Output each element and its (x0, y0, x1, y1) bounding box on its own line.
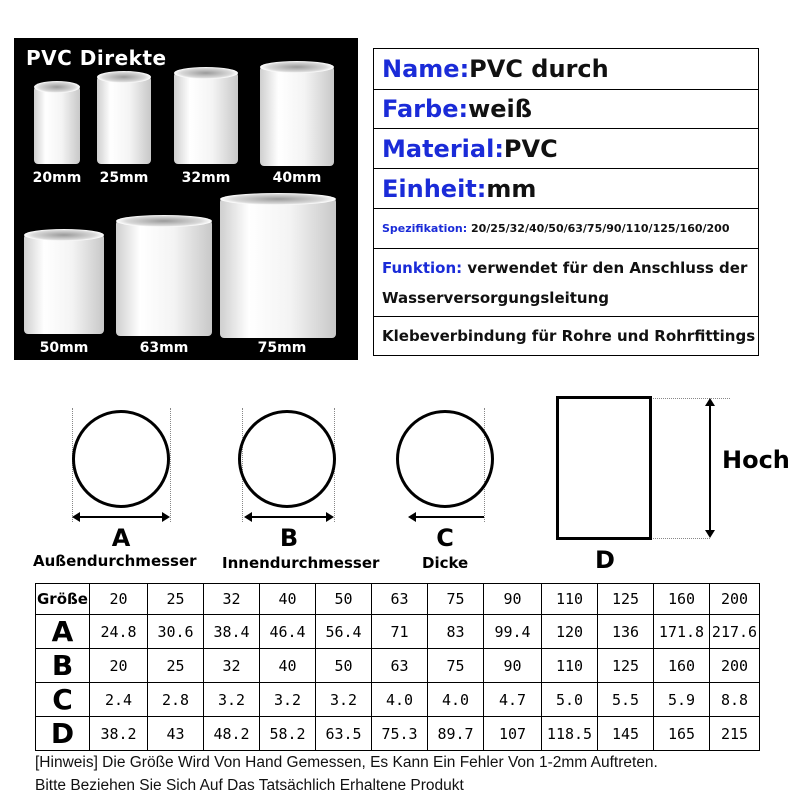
table-cell: 40 (260, 584, 316, 615)
size-table (35, 583, 760, 751)
diagram-letter-d: D (595, 546, 615, 574)
table-cell: 118.5 (542, 717, 598, 751)
table-cell: 110 (542, 649, 598, 683)
table-cell: 25 (148, 649, 204, 683)
spec-key: Einheit: (382, 174, 487, 203)
thickness-circle (396, 410, 494, 508)
table-cell: 20 (90, 649, 148, 683)
pipe-label: 40mm (272, 170, 322, 186)
table-cell: 3.2 (204, 683, 260, 717)
inner-diameter-arrow (246, 516, 332, 518)
inner-diameter-circle (238, 410, 336, 508)
table-cell: 136 (598, 615, 654, 649)
table-cell: 217.6 (710, 615, 760, 649)
pipe-25mm-image (97, 76, 151, 164)
table-cell: 48.2 (204, 717, 260, 751)
spec-key: Material: (382, 134, 504, 163)
table-row (36, 683, 760, 717)
table-row (36, 717, 760, 751)
table-cell: 75 (428, 649, 484, 683)
table-cell: 24.8 (90, 615, 148, 649)
table-cell: 38.2 (90, 717, 148, 751)
pipe-label: 75mm (257, 340, 307, 356)
table-cell: 145 (598, 717, 654, 751)
pipe-50mm-image (24, 234, 104, 334)
spec-value: Wasserversorgungsleitung (382, 288, 610, 307)
diagram-letter-b: B (279, 524, 299, 552)
pipe-label: 25mm (99, 170, 149, 186)
table-row-label: Größe (36, 584, 90, 615)
table-cell: 160 (654, 584, 710, 615)
spec-value: weiß (468, 95, 533, 123)
spec-row-farbe (374, 90, 758, 129)
spec-value: mm (486, 174, 537, 203)
table-row (36, 615, 760, 649)
table-cell: 90 (484, 649, 542, 683)
spec-box (373, 48, 759, 356)
product-photo-panel (14, 38, 358, 360)
table-row (36, 649, 760, 683)
spec-value: PVC durch (469, 55, 609, 83)
dimension-guide-line (650, 398, 730, 399)
table-cell: 171.8 (654, 615, 710, 649)
table-cell: 3.2 (260, 683, 316, 717)
table-row-label: B (36, 649, 90, 683)
spec-row-material (374, 129, 758, 169)
spec-row-funktion (374, 249, 758, 317)
spec-value: Klebeverbindung für Rohre und Rohrfittings (382, 327, 756, 345)
table-cell: 32 (204, 584, 260, 615)
spec-row-einheit (374, 169, 758, 209)
table-cell: 3.2 (316, 683, 372, 717)
height-arrow (709, 400, 711, 536)
spec-key: Name: (382, 55, 470, 83)
table-cell: 38.4 (204, 615, 260, 649)
pipe-32mm-image (174, 72, 238, 164)
photo-title: PVC Direkte (26, 46, 167, 70)
table-cell: 107 (484, 717, 542, 751)
spec-row-klebeverbindung (374, 317, 758, 355)
table-row-label: D (36, 717, 90, 751)
table-cell: 125 (598, 584, 654, 615)
table-cell: 110 (542, 584, 598, 615)
table-row-label: A (36, 615, 90, 649)
table-cell: 5.9 (654, 683, 710, 717)
table-cell: 200 (710, 584, 760, 615)
table-row-label: C (36, 683, 90, 717)
hint-note-line-1: [Hinweis] Die Größe Wird Von Hand Gemessen, Es Kann Ein Fehler Von 1-2mm Auftreten. (35, 754, 658, 771)
spec-value: PVC (503, 134, 558, 163)
table-cell: 40 (260, 649, 316, 683)
table-cell: 83 (428, 615, 484, 649)
table-cell: 4.7 (484, 683, 542, 717)
hint-note-line-2: Bitte Beziehen Sie Sich Auf Das Tatsächlich Erhaltene Produkt (35, 777, 464, 794)
diagram-label-outer-diameter: Außendurchmesser (33, 552, 197, 570)
spec-key: Funktion: (382, 258, 463, 277)
diagram-label-inner-diameter: Innendurchmesser (222, 554, 380, 572)
table-cell: 50 (316, 584, 372, 615)
table-header-row (36, 584, 760, 615)
table-cell: 5.0 (542, 683, 598, 717)
spec-value: 20/25/32/40/50/63/75/90/110/125/160/200 (470, 222, 730, 235)
table-cell: 75.3 (372, 717, 428, 751)
height-rectangle (556, 396, 652, 540)
dimension-guide-line (650, 538, 710, 539)
table-cell: 8.8 (710, 683, 760, 717)
outer-diameter-circle (72, 410, 170, 508)
pipe-label: 63mm (139, 340, 189, 356)
pipe-label: 32mm (181, 170, 231, 186)
dimension-guide-line (170, 408, 171, 522)
table-cell: 90 (484, 584, 542, 615)
diagram-letter-c: C (436, 524, 454, 552)
table-cell: 4.0 (428, 683, 484, 717)
spec-row-spezifikation (374, 209, 758, 249)
pipe-63mm-image (116, 220, 212, 336)
table-cell: 120 (542, 615, 598, 649)
table-cell: 99.4 (484, 615, 542, 649)
table-cell: 215 (710, 717, 760, 751)
pipe-label: 20mm (32, 170, 82, 186)
table-cell: 56.4 (316, 615, 372, 649)
diagram-letter-a: A (111, 524, 131, 552)
pipe-75mm-image (220, 198, 336, 338)
table-cell: 75 (428, 584, 484, 615)
table-cell: 63.5 (316, 717, 372, 751)
diagram-label-thickness: Dicke (422, 554, 469, 572)
table-cell: 43 (148, 717, 204, 751)
table-cell: 46.4 (260, 615, 316, 649)
table-cell: 30.6 (148, 615, 204, 649)
table-cell: 89.7 (428, 717, 484, 751)
table-cell: 63 (372, 584, 428, 615)
table-cell: 5.5 (598, 683, 654, 717)
table-cell: 165 (654, 717, 710, 751)
table-cell: 63 (372, 649, 428, 683)
table-cell: 160 (654, 649, 710, 683)
spec-row-name (374, 49, 758, 90)
thickness-arrow (410, 516, 484, 518)
table-cell: 71 (372, 615, 428, 649)
spec-value: verwendet für den Anschluss der (467, 258, 748, 277)
table-cell: 58.2 (260, 717, 316, 751)
spec-key: Spezifikation: (382, 222, 468, 235)
outer-diameter-arrow (74, 516, 168, 518)
pipe-20mm-image (34, 86, 80, 164)
table-cell: 20 (90, 584, 148, 615)
spec-key: Farbe: (382, 95, 469, 123)
pipe-40mm-image (260, 66, 334, 166)
table-cell: 4.0 (372, 683, 428, 717)
table-cell: 50 (316, 649, 372, 683)
diagram-label-height: Hoch (722, 446, 790, 474)
table-cell: 25 (148, 584, 204, 615)
table-cell: 2.8 (148, 683, 204, 717)
table-cell: 32 (204, 649, 260, 683)
table-cell: 200 (710, 649, 760, 683)
table-cell: 125 (598, 649, 654, 683)
pipe-label: 50mm (39, 340, 89, 356)
table-cell: 2.4 (90, 683, 148, 717)
